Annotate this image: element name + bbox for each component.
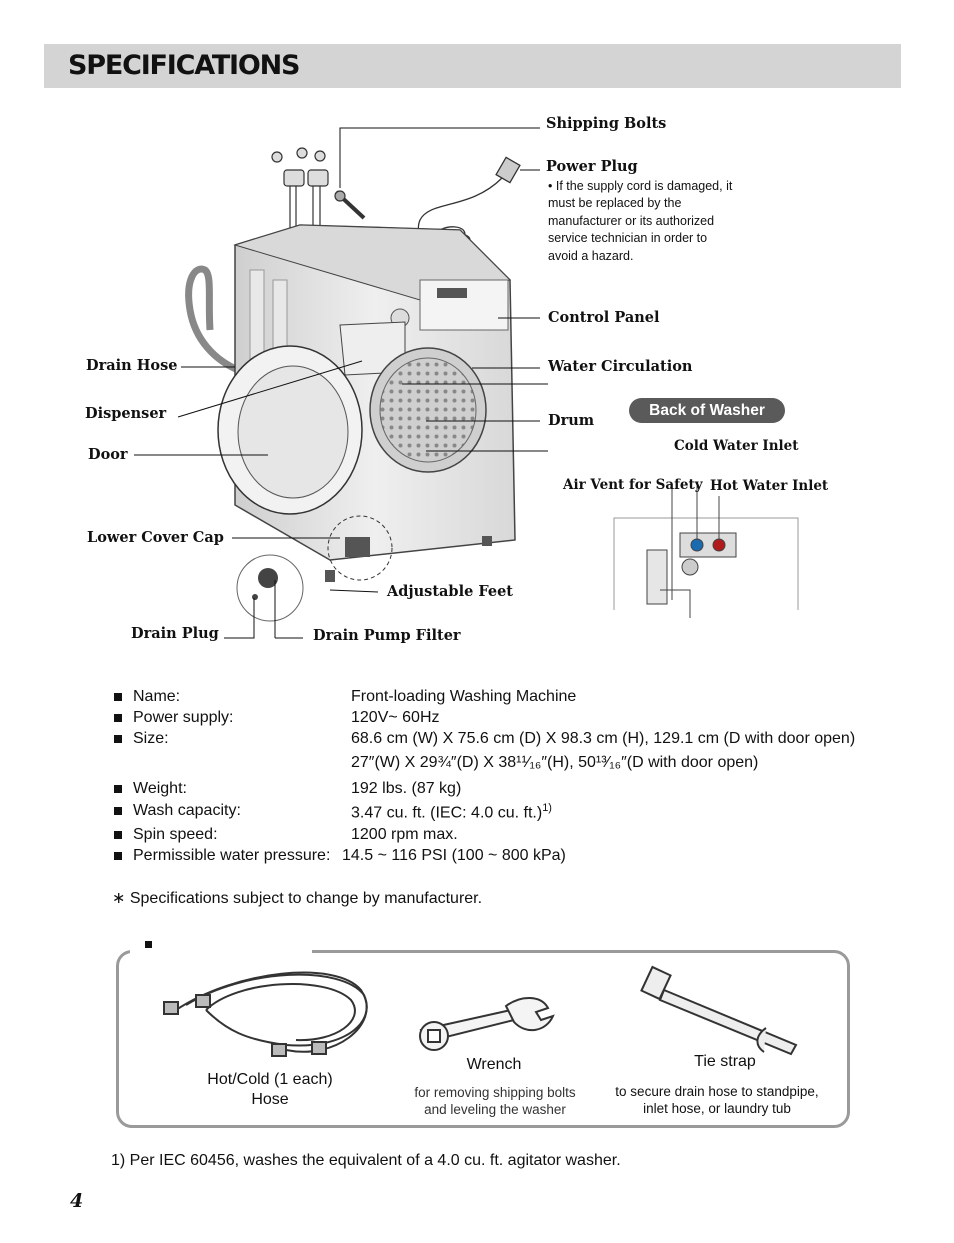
wrench-desc bbox=[400, 1084, 590, 1118]
wrench-name: Wrench bbox=[466, 1056, 522, 1073]
label-water-circulation: Water Circulation bbox=[548, 358, 693, 375]
spec-note: ∗ Specifications subject to change by manufacturer. bbox=[112, 890, 483, 907]
spec-value: 1200 rpm max. bbox=[351, 826, 458, 843]
page-title: SPECIFICATIONS bbox=[68, 50, 300, 81]
label-hot-water-inlet: Hot Water Inlet bbox=[710, 478, 829, 494]
hose-name-2: Hose bbox=[251, 1091, 289, 1108]
hose-caption bbox=[190, 1070, 350, 1110]
label-drain-hose: Drain Hose bbox=[86, 357, 178, 374]
bullet-icon bbox=[114, 807, 122, 815]
bullet-icon bbox=[114, 693, 122, 701]
spec-label: Spin speed: bbox=[133, 826, 218, 843]
spec-value: 14.5 ~ 116 PSI (100 ~ 800 kPa) bbox=[342, 847, 566, 864]
tie-strap-desc bbox=[600, 1083, 834, 1117]
label-dispenser: Dispenser bbox=[85, 405, 167, 422]
spec-value: Front-loading Washing Machine bbox=[351, 688, 577, 705]
spec-label: Weight: bbox=[133, 780, 187, 797]
page-number: 4 bbox=[70, 1190, 84, 1212]
hose-illustration bbox=[164, 973, 367, 1056]
tie-strap-name: Tie strap bbox=[694, 1053, 756, 1070]
power-plug-note: • If the supply cord is damaged, it must be replaced by the manufacturer or its authorized service technician in order to avoid a hazard. bbox=[548, 179, 733, 263]
label-cold-water-inlet: Cold Water Inlet bbox=[674, 438, 799, 454]
label-air-vent: Air Vent for Safety bbox=[563, 477, 703, 493]
label-power-plug: Power Plug bbox=[546, 158, 638, 175]
spec-value: 3.47 cu. ft. (IEC: 4.0 cu. ft.) bbox=[351, 804, 543, 822]
spec-value-imperial: 27″(W) X 29¾″(D) X 38¹¹⁄₁₆″(H), 50¹³⁄₁₆″(D with door open) bbox=[351, 754, 759, 771]
wrench-desc-1: for removing shipping bolts bbox=[414, 1085, 576, 1100]
bullet-icon bbox=[114, 831, 122, 839]
label-control-panel: Control Panel bbox=[548, 309, 660, 326]
shipping-bolt-illustration bbox=[335, 191, 364, 218]
bullet-icon bbox=[114, 714, 122, 722]
wrench-illustration bbox=[420, 998, 553, 1050]
drain-hose-illustration bbox=[189, 269, 238, 370]
spec-label: Power supply: bbox=[133, 709, 234, 726]
tie-strap-desc-1: to secure drain hose to standpipe, bbox=[615, 1084, 819, 1099]
hose-name: Hot/Cold (1 each) bbox=[207, 1071, 333, 1088]
back-of-washer-badge: Back of Washer bbox=[629, 398, 785, 423]
bullet-icon bbox=[114, 852, 122, 860]
tie-strap-illustration bbox=[641, 967, 796, 1054]
spec-value: 68.6 cm (W) X 75.6 cm (D) X 98.3 cm (H), 129.1 cm (D with door open) bbox=[351, 730, 856, 747]
spec-label: Size: bbox=[133, 730, 169, 747]
footnote: 1) Per IEC 60456, washes the equivalent of a 4.0 cu. ft. agitator washer. bbox=[111, 1152, 621, 1169]
washer-body-illustration bbox=[218, 225, 515, 621]
footnote-mark: 1) bbox=[542, 802, 552, 814]
spec-value: 192 lbs. (87 kg) bbox=[351, 780, 462, 797]
label-drum: Drum bbox=[548, 412, 595, 429]
label-door: Door bbox=[88, 446, 128, 463]
spec-value: 120V~ 60Hz bbox=[351, 709, 440, 726]
wrench-desc-2: and leveling the washer bbox=[424, 1102, 566, 1117]
bullet-icon bbox=[114, 785, 122, 793]
label-lower-cover-cap: Lower Cover Cap bbox=[87, 529, 224, 546]
label-adjustable-feet: Adjustable Feet bbox=[387, 583, 514, 600]
label-drain-pump-filter: Drain Pump Filter bbox=[313, 627, 461, 644]
label-drain-plug: Drain Plug bbox=[131, 625, 219, 642]
label-shipping-bolts: Shipping Bolts bbox=[546, 115, 667, 132]
spec-value-wrap bbox=[351, 802, 552, 822]
spec-label: Permissible water pressure: bbox=[133, 847, 331, 864]
back-of-washer-illustration bbox=[614, 486, 798, 618]
bullet-icon bbox=[114, 735, 122, 743]
spec-label: Name: bbox=[133, 688, 181, 705]
spec-label: Wash capacity: bbox=[133, 802, 241, 819]
bullet-icon bbox=[145, 941, 152, 948]
tie-strap-desc-2: inlet hose, or laundry tub bbox=[643, 1101, 791, 1116]
